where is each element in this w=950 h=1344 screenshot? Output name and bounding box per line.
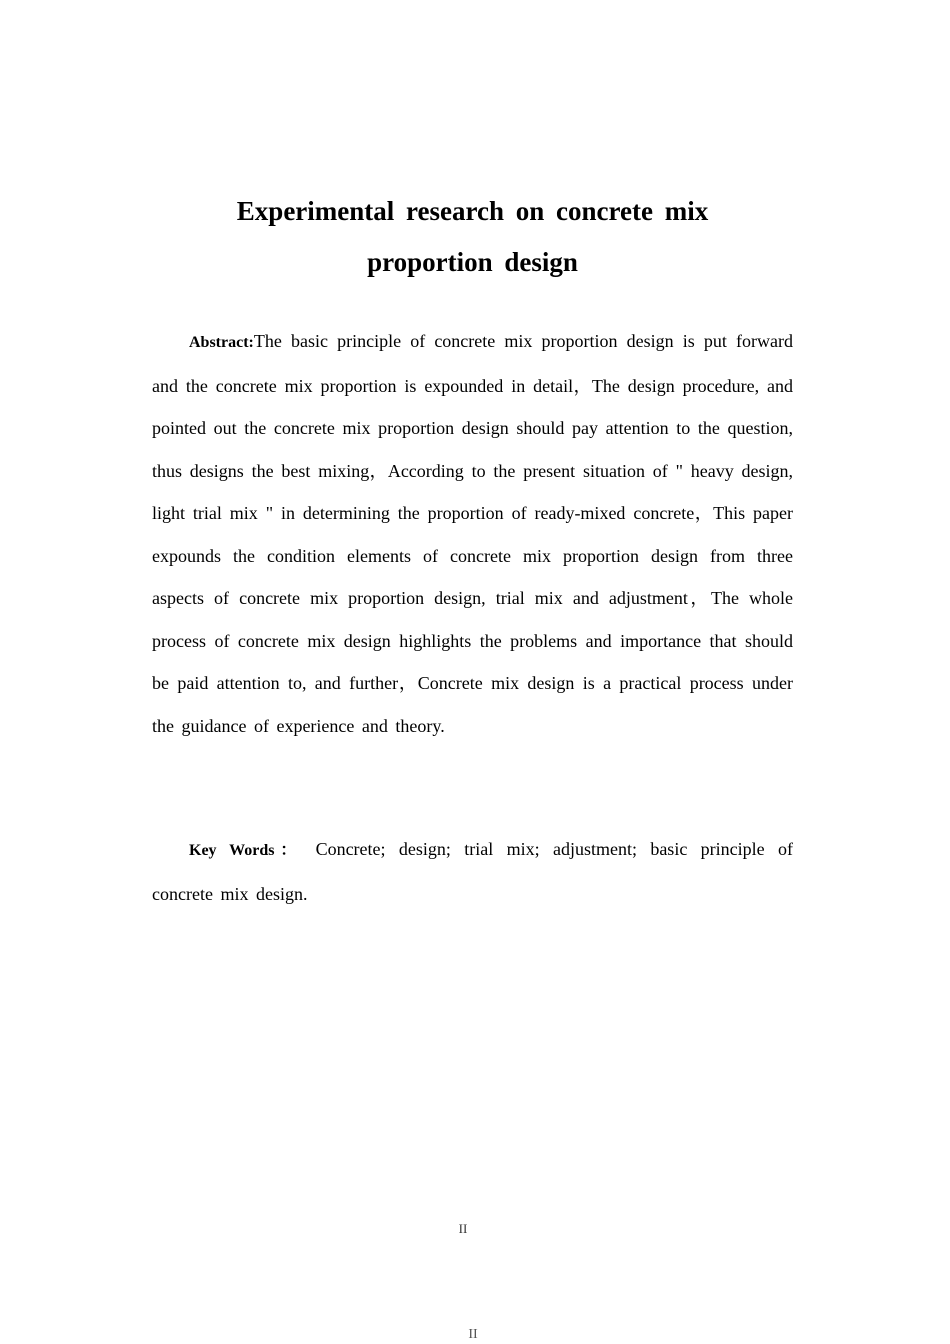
paper-title-line-2: proportion design (367, 247, 578, 277)
keywords-label: Key Words： (189, 842, 303, 859)
page-number: II (458, 1221, 468, 1236)
keywords-text: Concrete; design; trial mix; adjustment; basic principle of concrete mix design. (152, 839, 793, 904)
paper-title-line-1: Experimental research on concrete mix (236, 196, 709, 226)
paper-title (150, 186, 795, 288)
abstract-text: The basic principle of concrete mix proportion design is put forward and the concrete mix proportion is expounded in detail，The design procedure, and pointed out the concrete mix proportion design should pay attention to the question, thus designs the best mixing，According to the present situation of " heavy design, light trial mix " in determining the proportion of ready-mixed concrete，This paper expounds the condition elements of concrete mix proportion design from three aspects of concrete mix proportion design, trial mix and adjustment，The whole process of concrete mix design highlights the problems and importance that should be paid attention to, and further，Concrete mix design is a practical process under the guidance of experience and theory. (152, 331, 793, 736)
page-number-footer: II (468, 1327, 478, 1342)
abstract-paragraph (152, 320, 793, 747)
keywords-paragraph (152, 828, 793, 915)
abstract-label: Abstract: (189, 334, 254, 351)
